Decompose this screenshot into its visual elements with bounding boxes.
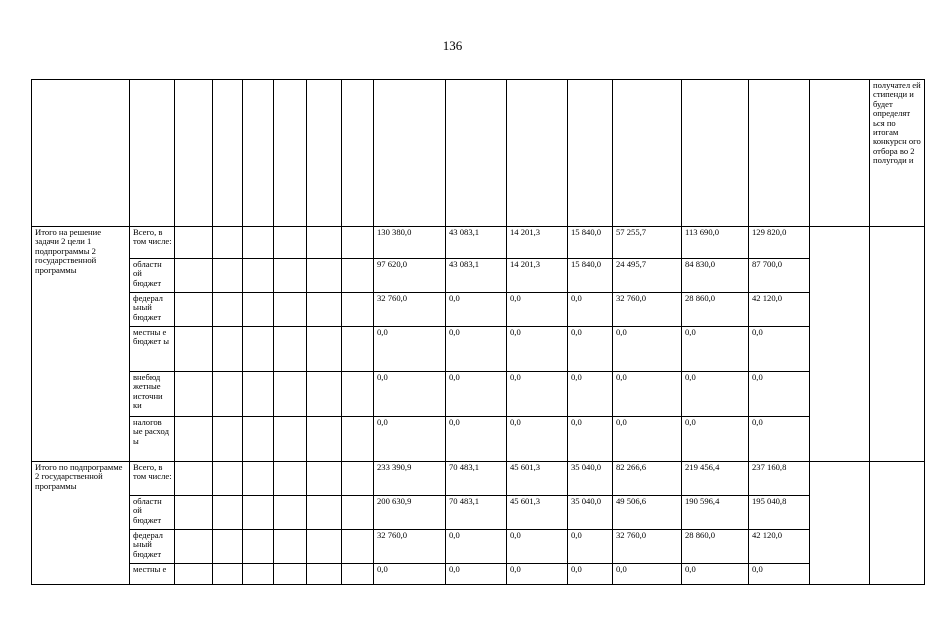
empty-cell	[274, 417, 307, 462]
empty-cell	[213, 227, 243, 259]
empty-cell	[213, 530, 243, 564]
cell	[274, 80, 307, 227]
value-cell: 0,0	[374, 372, 446, 417]
value-cell: 0,0	[446, 293, 507, 327]
value-cell: 45 601,3	[507, 496, 568, 530]
empty-cell	[243, 417, 274, 462]
table-row	[32, 417, 925, 462]
empty-cell	[213, 293, 243, 327]
cell	[342, 80, 374, 227]
table-body	[32, 80, 925, 585]
cell	[568, 80, 613, 227]
value-cell: 43 083,1	[446, 227, 507, 259]
value-cell: 97 620,0	[374, 259, 446, 293]
empty-cell	[213, 417, 243, 462]
table-row	[32, 227, 925, 259]
empty-cell	[213, 564, 243, 585]
empty-cell	[870, 227, 925, 462]
table-row	[32, 259, 925, 293]
value-cell: 219 456,4	[682, 462, 749, 496]
value-cell: 43 083,1	[446, 259, 507, 293]
value-cell: 0,0	[446, 530, 507, 564]
empty-cell	[307, 293, 342, 327]
value-cell: 82 266,6	[613, 462, 682, 496]
value-cell: 237 160,8	[749, 462, 810, 496]
value-cell: 0,0	[568, 564, 613, 585]
empty-cell	[274, 564, 307, 585]
empty-cell	[175, 327, 213, 372]
budget-table	[31, 79, 925, 585]
empty-cell	[175, 530, 213, 564]
value-cell: 0,0	[749, 564, 810, 585]
empty-cell	[342, 259, 374, 293]
empty-cell	[243, 530, 274, 564]
row-label: внебюд жетные источни ки	[130, 372, 175, 417]
empty-cell	[243, 327, 274, 372]
empty-cell	[342, 227, 374, 259]
empty-cell	[342, 564, 374, 585]
value-cell: 0,0	[446, 564, 507, 585]
empty-cell	[274, 462, 307, 496]
value-cell: 0,0	[446, 327, 507, 372]
empty-cell	[213, 259, 243, 293]
empty-cell	[175, 259, 213, 293]
empty-cell	[274, 227, 307, 259]
value-cell: 15 840,0	[568, 259, 613, 293]
empty-cell	[342, 293, 374, 327]
value-cell: 0,0	[613, 327, 682, 372]
row-label: налогов ые расход ы	[130, 417, 175, 462]
value-cell: 14 201,3	[507, 227, 568, 259]
cell	[175, 80, 213, 227]
value-cell: 0,0	[507, 293, 568, 327]
value-cell: 0,0	[682, 327, 749, 372]
empty-cell	[243, 372, 274, 417]
value-cell: 0,0	[374, 564, 446, 585]
empty-cell	[342, 530, 374, 564]
value-cell: 24 495,7	[613, 259, 682, 293]
section-title: Итого на решение задачи 2 цели 1 подпрограммы 2 государственной программы	[32, 227, 130, 462]
value-cell: 0,0	[374, 327, 446, 372]
empty-cell	[342, 327, 374, 372]
empty-cell	[243, 259, 274, 293]
cell	[130, 80, 175, 227]
empty-cell	[213, 496, 243, 530]
empty-cell	[307, 462, 342, 496]
page-number: 136	[442, 38, 463, 53]
cell	[374, 80, 446, 227]
value-cell: 70 483,1	[446, 496, 507, 530]
value-cell: 15 840,0	[568, 227, 613, 259]
empty-cell	[175, 372, 213, 417]
empty-cell	[307, 259, 342, 293]
empty-cell	[307, 564, 342, 585]
value-cell: 35 040,0	[568, 496, 613, 530]
top-note-cell: получател ей стипенди и будет определят ься по итогам конкурсн ого отбора во 2 полугоди и	[870, 80, 925, 227]
table-row	[32, 462, 925, 496]
value-cell: 200 630,9	[374, 496, 446, 530]
section-title: Итого по подпрограмме 2 государственной программы	[32, 462, 130, 585]
empty-cell	[342, 496, 374, 530]
empty-cell	[810, 462, 870, 585]
row-label: федерал ьный бюджет	[130, 530, 175, 564]
value-cell: 113 690,0	[682, 227, 749, 259]
value-cell: 28 860,0	[682, 530, 749, 564]
empty-cell	[307, 417, 342, 462]
empty-cell	[175, 417, 213, 462]
value-cell: 84 830,0	[682, 259, 749, 293]
cell	[507, 80, 568, 227]
empty-cell	[274, 372, 307, 417]
value-cell: 0,0	[568, 530, 613, 564]
cell	[213, 80, 243, 227]
empty-cell	[213, 327, 243, 372]
value-cell: 0,0	[507, 417, 568, 462]
value-cell: 0,0	[507, 372, 568, 417]
value-cell: 70 483,1	[446, 462, 507, 496]
value-cell: 0,0	[507, 327, 568, 372]
empty-cell	[243, 496, 274, 530]
empty-cell	[213, 372, 243, 417]
value-cell: 0,0	[568, 372, 613, 417]
value-cell: 0,0	[613, 564, 682, 585]
value-cell: 14 201,3	[507, 259, 568, 293]
empty-cell	[274, 496, 307, 530]
value-cell: 0,0	[682, 417, 749, 462]
table-row	[32, 564, 925, 585]
table-row	[32, 496, 925, 530]
empty-cell	[810, 227, 870, 462]
row-label: областн ой бюджет	[130, 259, 175, 293]
value-cell: 190 596,4	[682, 496, 749, 530]
empty-cell	[274, 293, 307, 327]
value-cell: 32 760,0	[613, 530, 682, 564]
cell	[446, 80, 507, 227]
cell	[810, 80, 870, 227]
empty-cell	[342, 462, 374, 496]
empty-cell	[175, 564, 213, 585]
value-cell: 0,0	[613, 417, 682, 462]
value-cell: 42 120,0	[749, 530, 810, 564]
empty-cell	[274, 530, 307, 564]
value-cell: 0,0	[507, 530, 568, 564]
table-row	[32, 293, 925, 327]
empty-cell	[307, 327, 342, 372]
empty-cell	[175, 462, 213, 496]
value-cell: 130 380,0	[374, 227, 446, 259]
cell	[613, 80, 682, 227]
value-cell: 32 760,0	[374, 293, 446, 327]
cell	[749, 80, 810, 227]
value-cell: 195 040,8	[749, 496, 810, 530]
cell	[682, 80, 749, 227]
row-label: местны е бюджет ы	[130, 327, 175, 372]
value-cell: 28 860,0	[682, 293, 749, 327]
row-label: областн ой бюджет	[130, 496, 175, 530]
table-row	[32, 372, 925, 417]
value-cell: 32 760,0	[374, 530, 446, 564]
value-cell: 0,0	[682, 564, 749, 585]
value-cell: 0,0	[568, 293, 613, 327]
value-cell: 45 601,3	[507, 462, 568, 496]
empty-cell	[175, 293, 213, 327]
empty-cell	[175, 227, 213, 259]
empty-cell	[243, 462, 274, 496]
empty-cell	[213, 462, 243, 496]
table-row	[32, 530, 925, 564]
row-label: местны е	[130, 564, 175, 585]
value-cell: 0,0	[446, 372, 507, 417]
empty-cell	[307, 496, 342, 530]
value-cell: 0,0	[568, 417, 613, 462]
value-cell: 57 255,7	[613, 227, 682, 259]
value-cell: 0,0	[613, 372, 682, 417]
empty-cell	[342, 372, 374, 417]
row-label: Всего, в том числе:	[130, 462, 175, 496]
value-cell: 0,0	[507, 564, 568, 585]
value-cell: 0,0	[682, 372, 749, 417]
cell	[32, 80, 130, 227]
empty-cell	[307, 372, 342, 417]
value-cell: 0,0	[749, 372, 810, 417]
cell	[307, 80, 342, 227]
empty-cell	[274, 327, 307, 372]
empty-cell	[243, 293, 274, 327]
value-cell: 233 390,9	[374, 462, 446, 496]
value-cell: 42 120,0	[749, 293, 810, 327]
empty-cell	[243, 227, 274, 259]
row-label: Всего, в том числе:	[130, 227, 175, 259]
empty-cell	[307, 227, 342, 259]
value-cell: 0,0	[374, 417, 446, 462]
empty-cell	[243, 564, 274, 585]
row-label: федерал ьный бюджет	[130, 293, 175, 327]
empty-cell	[870, 462, 925, 585]
value-cell: 35 040,0	[568, 462, 613, 496]
value-cell: 0,0	[446, 417, 507, 462]
value-cell: 0,0	[749, 327, 810, 372]
empty-cell	[274, 259, 307, 293]
value-cell: 0,0	[568, 327, 613, 372]
empty-cell	[307, 530, 342, 564]
table-row	[32, 327, 925, 372]
empty-cell	[342, 417, 374, 462]
top-continuation-row	[32, 80, 925, 227]
empty-cell	[175, 496, 213, 530]
value-cell: 32 760,0	[613, 293, 682, 327]
value-cell: 0,0	[749, 417, 810, 462]
value-cell: 87 700,0	[749, 259, 810, 293]
value-cell: 129 820,0	[749, 227, 810, 259]
cell	[243, 80, 274, 227]
value-cell: 49 506,6	[613, 496, 682, 530]
